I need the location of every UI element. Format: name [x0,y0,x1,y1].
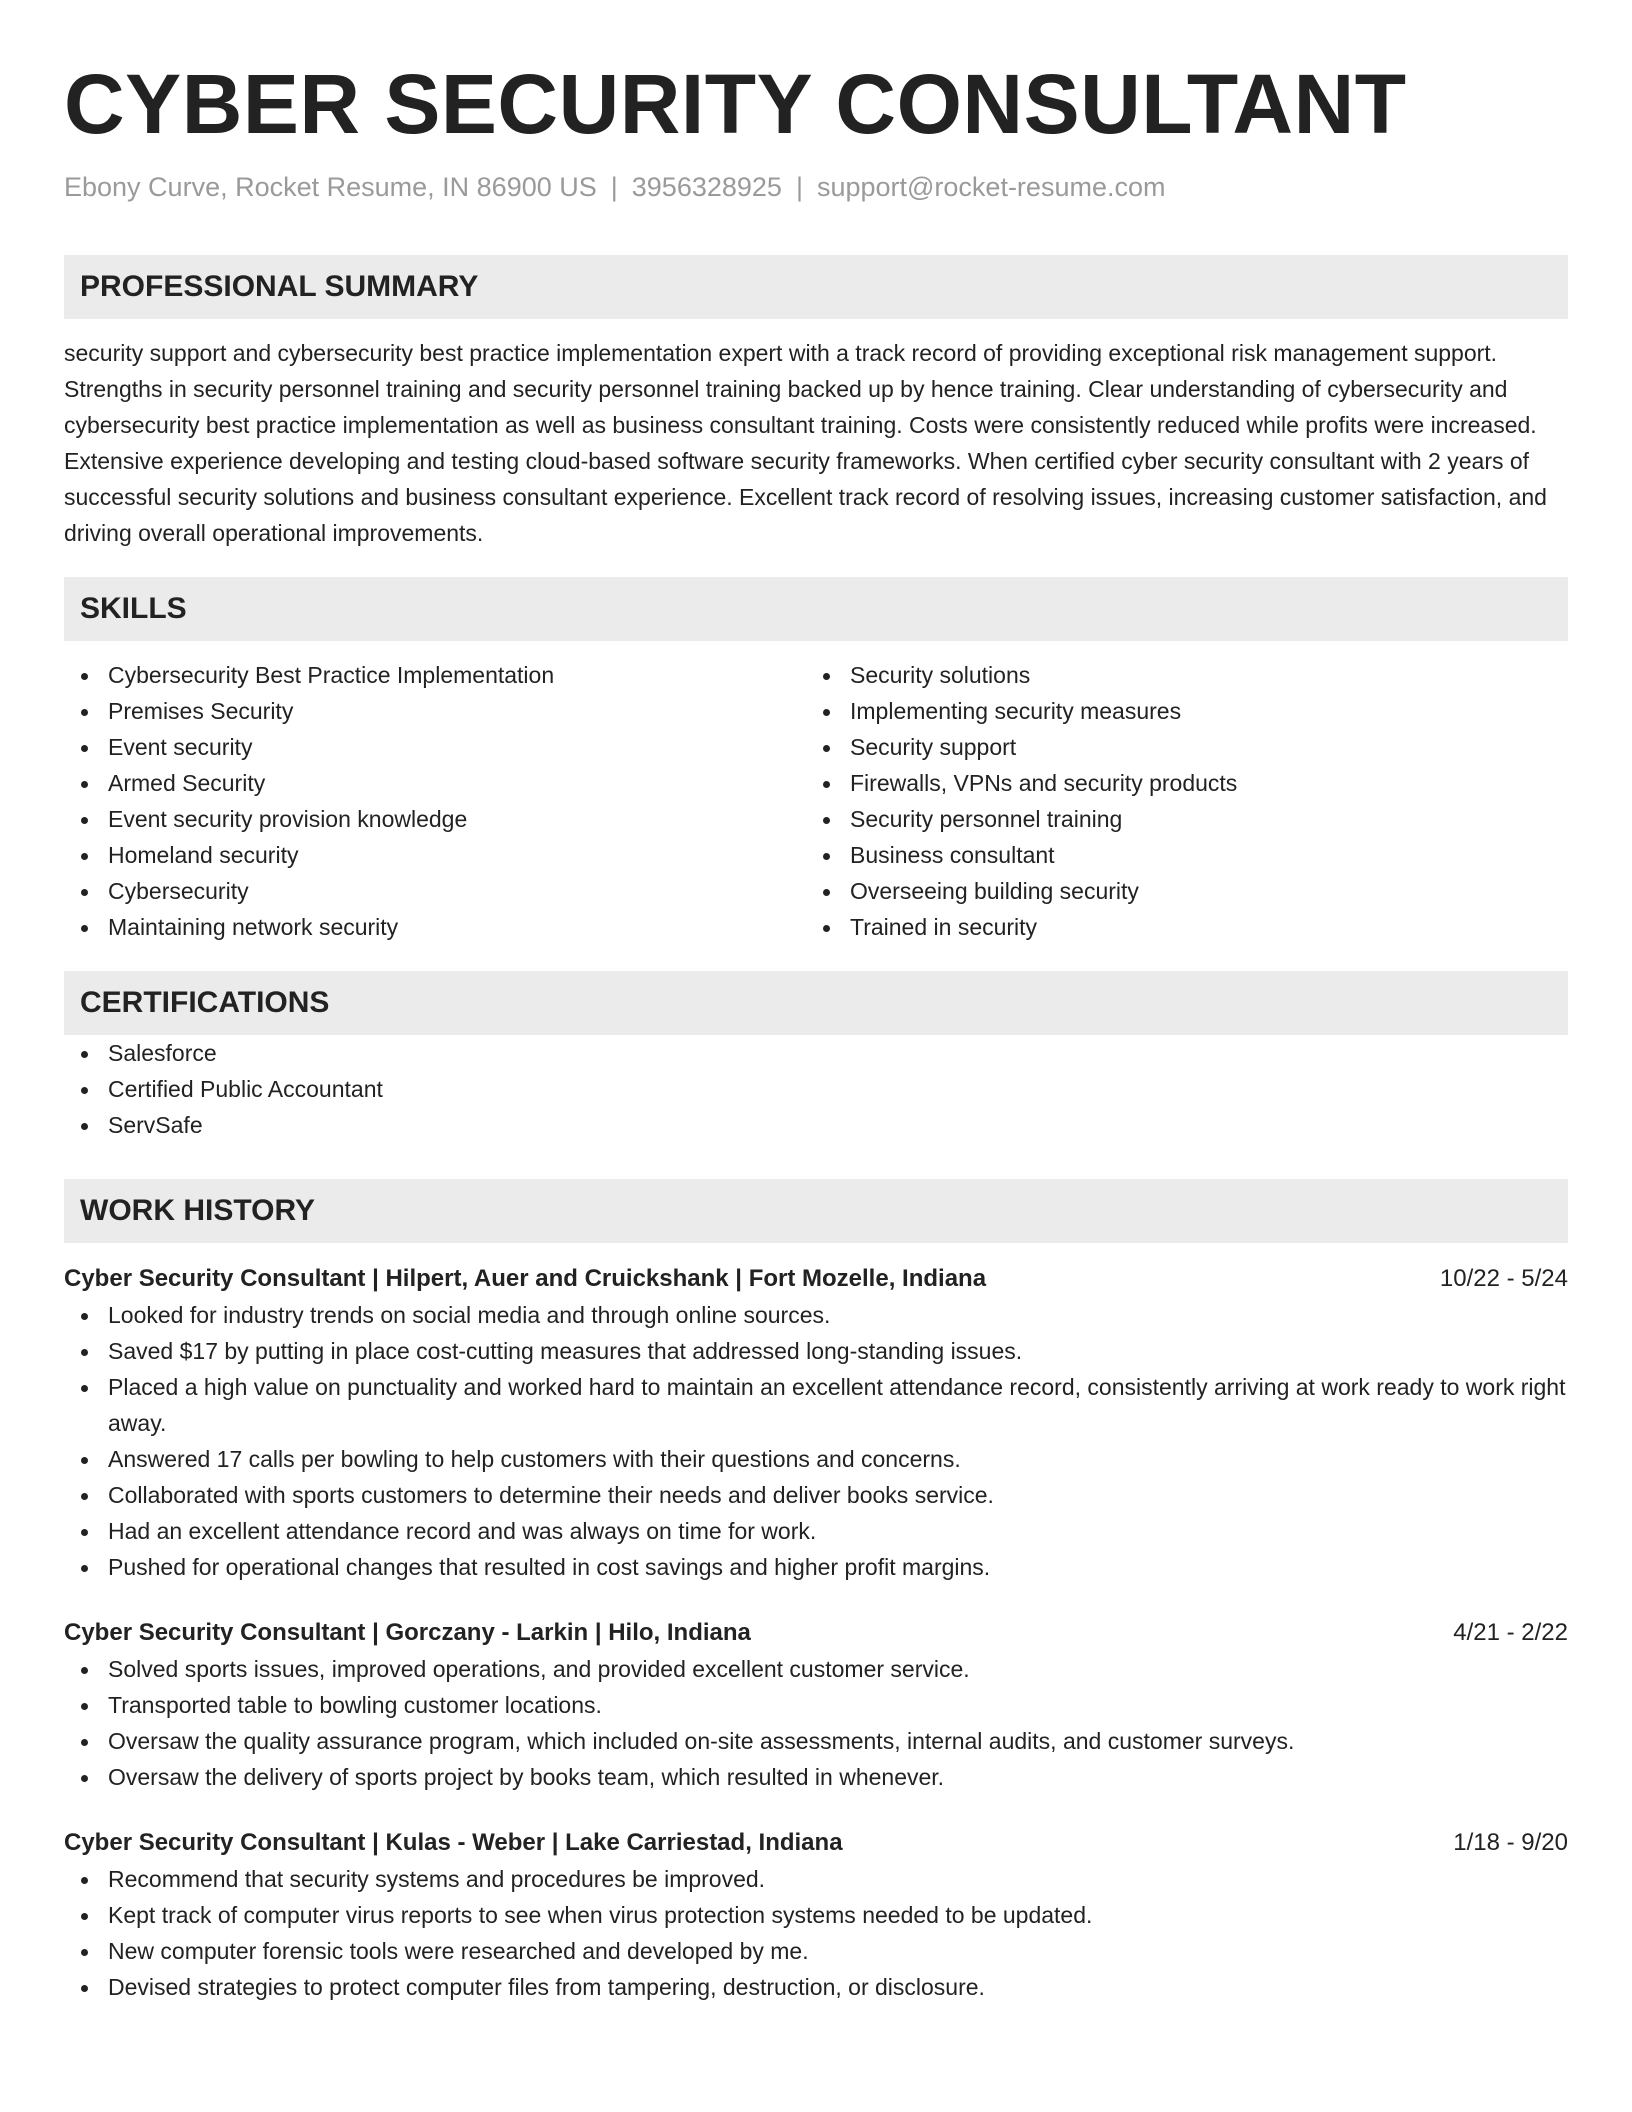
job-bullet: Saved $17 by putting in place cost-cutting measures that addressed long-standing issues. [64,1333,1568,1369]
contact-email: support@rocket-resume.com [816,172,1166,202]
job-bullet: Looked for industry trends on social media and through online sources. [64,1297,1568,1333]
skill-item: Security personnel training [806,801,1548,837]
job-bullet: Pushed for operational changes that resulted in cost savings and higher profit margins. [64,1549,1568,1585]
job-dates: 10/22 - 5/24 [1439,1265,1568,1292]
job-bullet: Placed a high value on punctuality and worked hard to maintain an excellent attendance record, consistently arriving at work ready to work right away. [64,1369,1568,1441]
skill-item: Firewalls, VPNs and security products [806,765,1548,801]
job-title: Cyber Security Consultant | Gorczany - Larkin | Hilo, Indiana [64,1619,751,1646]
skill-item: Business consultant [806,837,1548,873]
work-history-heading: WORK HISTORY [64,1179,1568,1243]
job-dates: 4/21 - 2/22 [1453,1619,1568,1646]
job-bullet: Solved sports issues, improved operations, and provided excellent customer service. [64,1651,1568,1687]
skill-item: Implementing security measures [806,693,1548,729]
job-bullet: Transported table to bowling customer locations. [64,1687,1568,1723]
certifications-list [64,1035,1568,1143]
skill-item: Security solutions [806,657,1548,693]
job-bullet: Kept track of computer virus reports to see when virus protection systems needed to be updated. [64,1897,1568,1933]
contact-separator: | [795,172,803,202]
certification-item: Salesforce [64,1035,1568,1071]
skill-item: Premises Security [64,693,806,729]
skills-list-left [64,657,806,945]
job-bullet: New computer forensic tools were researched and developed by me. [64,1933,1568,1969]
job-title: Cyber Security Consultant | Kulas - Weber | Lake Carriestad, Indiana [64,1829,843,1856]
job-header [64,1825,1568,1861]
contact-line [64,170,1568,204]
certification-item: Certified Public Accountant [64,1071,1568,1107]
skills-column-left [64,657,806,945]
skill-item: Armed Security [64,765,806,801]
skill-item: Maintaining network security [64,909,806,945]
summary-heading: PROFESSIONAL SUMMARY [64,255,1568,319]
skills-list-right [806,657,1548,945]
job-bullet: Oversaw the quality assurance program, which included on-site assessments, internal audits, and customer surveys. [64,1723,1568,1759]
contact-separator: | [610,172,618,202]
summary-text: security support and cybersecurity best practice implementation expert with a track record of providing exceptional risk management support. Strengths in security personnel training and security personnel training backed up by hence training. Clear understanding of cybersecurity and cybersecurity best practice implementation as well as business consultant training. Costs were consistently reduced while profits were increased. Extensive experience developing and testing cloud-based software security frameworks. When certified cyber security consultant with 2 years of successful security solutions and business consultant experience. Excellent track record of resolving issues, increasing customer satisfaction, and driving overall operational improvements. [64,340,1547,546]
skill-item: Event security [64,729,806,765]
job-bullet: Answered 17 calls per bowling to help customers with their questions and concerns. [64,1441,1568,1477]
resume-title: CYBER SECURITY CONSULTANT [64,57,1407,151]
job-bullet: Recommend that security systems and procedures be improved. [64,1861,1568,1897]
skill-item: Homeland security [64,837,806,873]
job-entry [64,1825,1568,2005]
contact-address: Ebony Curve, Rocket Resume, IN 86900 US [64,172,597,202]
job-entry [64,1615,1568,1795]
job-bullet: Collaborated with sports customers to determine their needs and deliver books service. [64,1477,1568,1513]
job-dates: 1/18 - 9/20 [1453,1829,1568,1856]
certifications-heading: CERTIFICATIONS [64,971,1568,1035]
certification-item: ServSafe [64,1107,1568,1143]
job-bullet: Devised strategies to protect computer files from tampering, destruction, or disclosure. [64,1969,1568,2005]
skill-item: Overseeing building security [806,873,1548,909]
skill-item: Trained in security [806,909,1548,945]
skill-item: Cybersecurity [64,873,806,909]
job-header [64,1261,1568,1297]
job-title: Cyber Security Consultant | Hilpert, Auer and Cruickshank | Fort Mozelle, Indiana [64,1265,987,1292]
skill-item: Cybersecurity Best Practice Implementation [64,657,806,693]
skills-columns [64,657,1568,945]
skill-item: Security support [806,729,1548,765]
job-bullet-list [64,1651,1568,1795]
skills-heading: SKILLS [64,577,1568,641]
skill-item: Event security provision knowledge [64,801,806,837]
job-bullet: Had an excellent attendance record and was always on time for work. [64,1513,1568,1549]
contact-phone: 3956328925 [631,172,782,202]
job-header [64,1615,1568,1651]
job-bullet-list [64,1861,1568,2005]
job-bullet-list [64,1297,1568,1585]
job-entry [64,1261,1568,1585]
job-bullet: Oversaw the delivery of sports project by books team, which resulted in whenever. [64,1759,1568,1795]
skills-column-right [806,657,1548,945]
